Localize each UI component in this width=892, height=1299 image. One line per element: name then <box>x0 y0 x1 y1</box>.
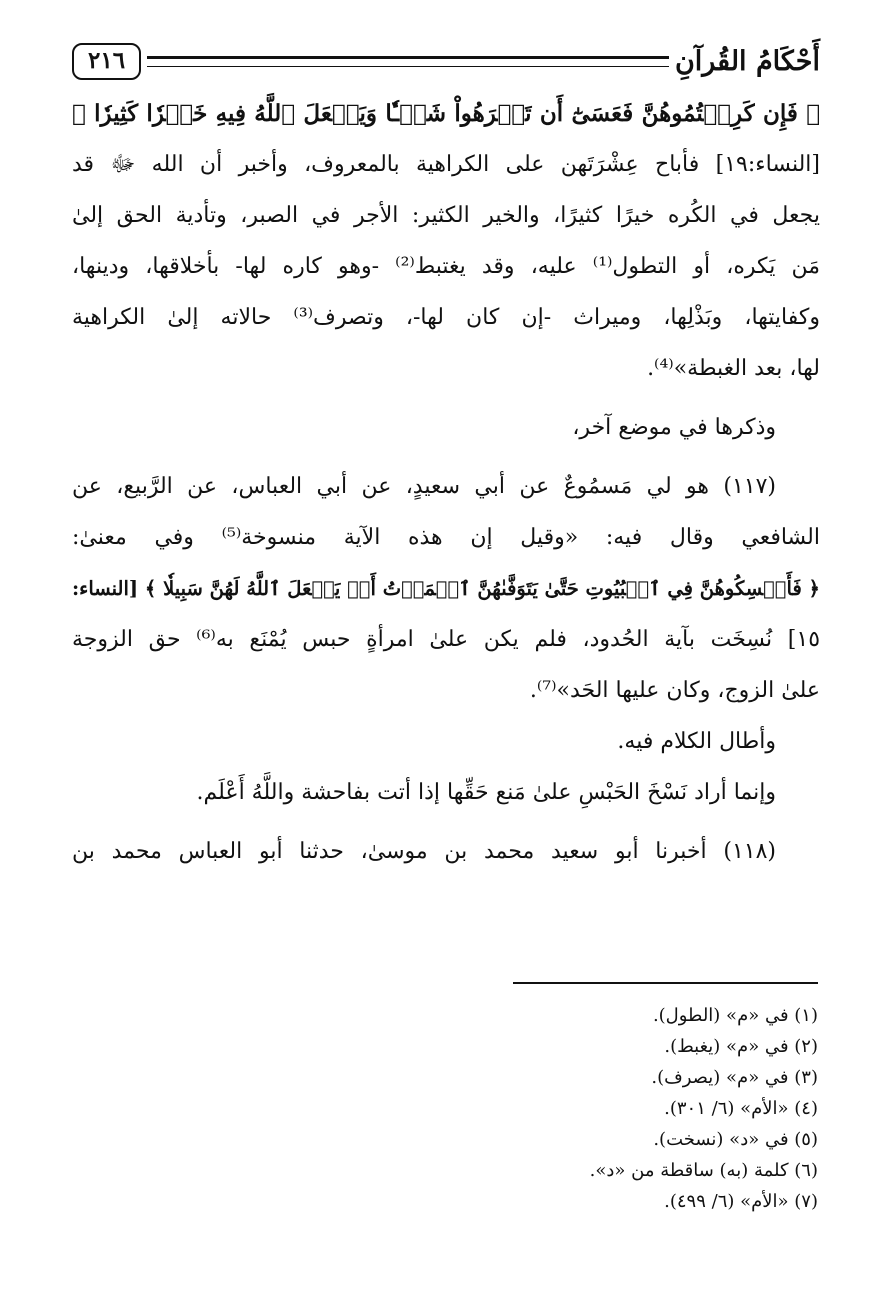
text-line: يجعل في الكُره خيرًا كثيرًا، والخير الكثير: الأجر في الصبر، وتأدية الحق إلىٰ <box>72 203 820 228</box>
header-rule <box>147 56 669 67</box>
text-line: لها، بعد الغبطة»⁽⁴⁾. <box>647 356 820 381</box>
text-line: وذكرها في موضع آخر، <box>572 415 776 440</box>
running-title: أَحْكَامُ القُرآنِ <box>674 45 820 77</box>
hadith-number-line: (١١٨) أخبرنا أبو سعيد محمد بن موسىٰ، حدثنا أبو العباس محمد بن <box>72 839 776 864</box>
text-line: علىٰ الزوج، وكان عليها الحَد»⁽⁷⁾. <box>529 678 820 703</box>
text-line: وأطال الكلام فيه. <box>617 729 776 754</box>
main-text <box>72 88 820 877</box>
footnote: (٢) في «م» (يغبط). <box>664 1036 818 1057</box>
footnote: (٧) «الأم» (٦/ ٤٩٩). <box>664 1191 818 1212</box>
footnote: (٥) في «د» (نسخت). <box>653 1129 818 1150</box>
page-body <box>72 38 820 877</box>
text-line: وإنما أراد نَسْخَ الحَبْسِ علىٰ مَنع حَقِّها إذا أتت بفاحشة واللَّهُ أَعْلَم. <box>196 780 776 805</box>
text-line: وكفايتها، وبَذْلِها، وميراث -إن كان لها-، وتصرف⁽³⁾ حالاته إلىٰ الكراهية <box>72 305 820 330</box>
hadith-number-line: (١١٧) هو لي مَسمُوعٌ عن أبي سعيدٍ، عن أبي العباس، عن الرَّبيع، عن <box>72 474 776 499</box>
text-line: مَن يَكره، أو التطول⁽¹⁾ عليه، وقد يغتبط⁽²⁾ -وهو كاره لها- بأخلاقها، ودينها، <box>72 254 820 279</box>
quran-verse-line: ﴿ فَإِن كَرِهۡتُمُوهُنَّ فَعَسَىٰٓ أَن تَكۡرَهُواْ شَيۡـٔٗا وَيَجۡعَلَ ٱللَّهُ فِيهِ خَيۡرٗا كَثِيرٗا ﴾ <box>72 100 820 127</box>
footnote: (١) في «م» (الطول). <box>652 1005 818 1026</box>
text-line: [النساء:١٩] فأباح عِشْرَتَهن على الكراهية بالمعروف، وأخبر أن الله ﷻ قد <box>72 152 820 177</box>
footnote: (٣) في «م» (يصرف). <box>651 1067 818 1088</box>
text-line: ١٥] نُسِخَت بآية الحُدود، فلم يكن علىٰ امرأةٍ حبس يُمْنَع به⁽⁶⁾ حق الزوجة <box>72 627 820 652</box>
quran-verse-line: ﴿ فَأَمۡسِكُوهُنَّ فِي ٱلۡبُيُوتِ حَتَّىٰ يَتَوَفَّىٰهُنَّ ٱلۡمَوۡتُ أَوۡ يَجۡعَلَ ٱللَّهُ لَهُنَّ سَبِيلٗا ﴾ [النساء: <box>72 577 820 600</box>
footnote: (٦) كلمة (به) ساقطة من «د». <box>589 1160 818 1181</box>
page-number: ٢١٦ <box>72 43 141 80</box>
text-line: الشافعي وقال فيه: «وقيل إن هذه الآية منسوخة⁽⁵⁾ وفي معنىٰ: <box>72 525 820 550</box>
footnote: (٤) «الأم» (٦/ ٣٠١). <box>664 1098 818 1119</box>
page-header <box>72 38 820 84</box>
footnotes <box>70 1000 818 1217</box>
